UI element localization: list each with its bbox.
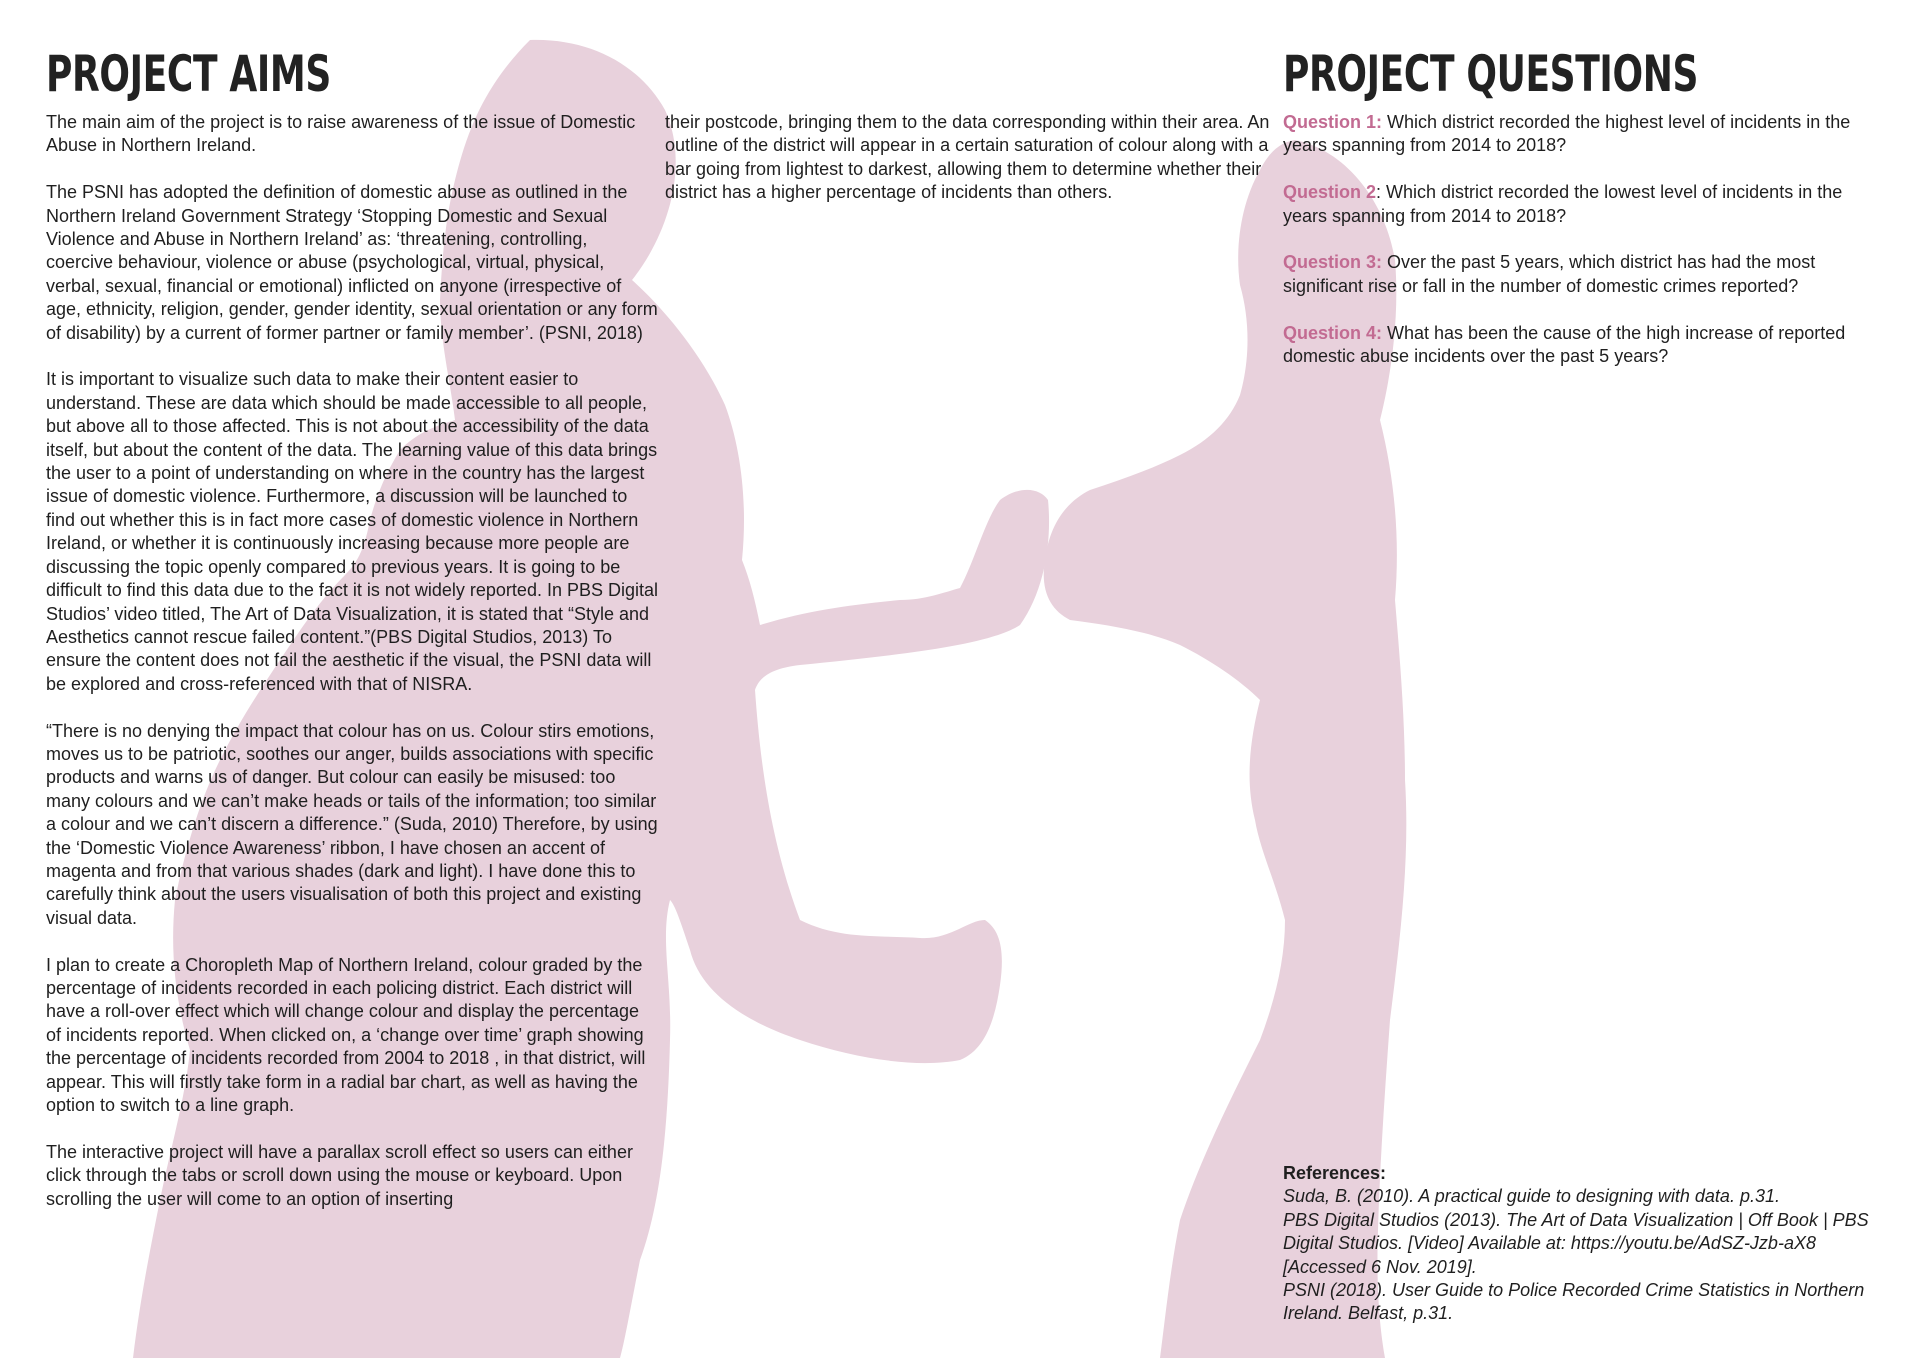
question-item [1283, 181, 1881, 228]
references-heading: References: [1283, 1163, 1387, 1183]
reference-item: Suda, B. (2010). A practical guide to designing with data. p.31. [1283, 1186, 1780, 1207]
aims-paragraph: their postcode, bringing them to the data corresponding within their area. An outline of the district will appear in a certain saturation of colour along with a bar going from lightest to darkest, allowing them to determine whether their district has a higher percentage of incidents than others. [665, 112, 1270, 203]
question-text: Which district recorded the highest level of incidents in the years spanning from 2014 to 2018? [1283, 112, 1851, 156]
question-item [1283, 251, 1881, 298]
question-label: Question 4: [1283, 322, 1383, 343]
question-label: Question 3: [1283, 252, 1383, 273]
project-questions-heading: PROJECT QUESTIONS [1283, 45, 1699, 103]
references-section [1283, 1162, 1881, 1326]
question-item [1283, 322, 1881, 369]
aims-paragraph: I plan to create a Choropleth Map of Northern Ireland, colour graded by the percentage of incidents recorded in each policing district. Each district will have a roll-over effect which will change colour and display the percentage of incidents reported. When clicked on, a ‘change over time’ graph showing the percentage of incidents recorded from 2004 to 2018 , in that district, will appear. This will firstly take form in a radial bar chart, as well as having the option to switch to a line graph. [46, 954, 646, 1115]
reference-item: PBS Digital Studios (2013). The Art of Data Visualization | Off Book | PBS Digital Studios. [Video] Available at: https://youtu.be/AdSZ-Jzb-aX8 [Accessed 6 Nov. 2019]. [1283, 1209, 1869, 1277]
aims-paragraph: The main aim of the project is to raise awareness of the issue of Domestic Abuse in Northern Ireland. [46, 112, 636, 156]
aims-paragraph: “There is no denying the impact that colour has on us. Colour stirs emotions, moves us to be patriotic, soothes our anger, builds associations with specific products and warns us of danger. But colour can easily be misused: too many colours and we can’t make heads or tails of the information; too similar a colour and we can’t discern a difference.” (Suda, 2010) Therefore, by using the ‘Domestic Violence Awareness’ ribbon, I have chosen an accent of magenta and from that various shades (dark and light). I have done this to carefully think about the users visualisation of both this project and existing visual data. [46, 720, 658, 928]
aims-paragraph: It is important to visualize such data to make their content easier to understand. These are data which should be made accessible to all people, but above all to those affected. This is not about the accessibility of the data itself, but about the content of the data. The learning value of this data brings the user to a point of understanding on where in the country has the largest issue of domestic violence. Furthermore, a discussion will be launched to find out whether this is in fact more cases of domestic violence in Northern Ireland, or whether it is continuously increasing because more people are discussing the topic openly compared to previous years. It is going to be difficult to find this data due to the fact it is not widely reported. In PBS Digital Studios’ video titled, The Art of Data Visualization, it is stated that “Style and Aesthetics cannot rescue failed content.”(PBS Digital Studios, 2013) To ensure the content does not fail the aesthetic if the visual, the PSNI data will be explored and cross-referenced with that of NISRA. [46, 369, 658, 694]
aims-paragraph: The interactive project will have a parallax scroll effect so users can either click through the tabs or scroll down using the mouse or keyboard. Upon scrolling the user will come to an option of inserting [46, 1141, 633, 1209]
reference-item: PSNI (2018). User Guide to Police Recorded Crime Statistics in Northern Ireland. Belfast, p.31. [1283, 1280, 1865, 1324]
question-label: Question 2 [1283, 182, 1377, 203]
question-text: : Which district recorded the lowest level of incidents in the years spanning from 2014 to 2018? [1283, 182, 1843, 226]
questions-list [1283, 111, 1881, 392]
project-aims-column-2 [665, 111, 1275, 228]
project-aims-heading: PROJECT AIMS [46, 45, 331, 103]
question-label: Question 1: [1283, 112, 1383, 132]
aims-paragraph: The PSNI has adopted the definition of domestic abuse as outlined in the Northern Ireland Government Strategy ‘Stopping Domestic and Sexual Violence and Abuse in Northern Ireland’ as: ‘threatening, controlling, coercive behaviour, violence or abuse (psychological, virtual, physical, verbal, sexual, financial or emotional) inflicted on anyone (irrespective of age, ethnicity, religion, gender, gender identity, sexual orientation or any form of disability) by a current of former partner or family member’. (PSNI, 2018) [46, 182, 658, 343]
question-item [1283, 111, 1881, 158]
question-text: Over the past 5 years, which district has had the most significant rise or fall in the number of domestic crimes reported? [1283, 252, 1816, 296]
question-text: What has been the cause of the high increase of reported domestic abuse incidents over the past 5 years? [1283, 322, 1846, 367]
project-aims-column-1 [46, 111, 658, 1234]
